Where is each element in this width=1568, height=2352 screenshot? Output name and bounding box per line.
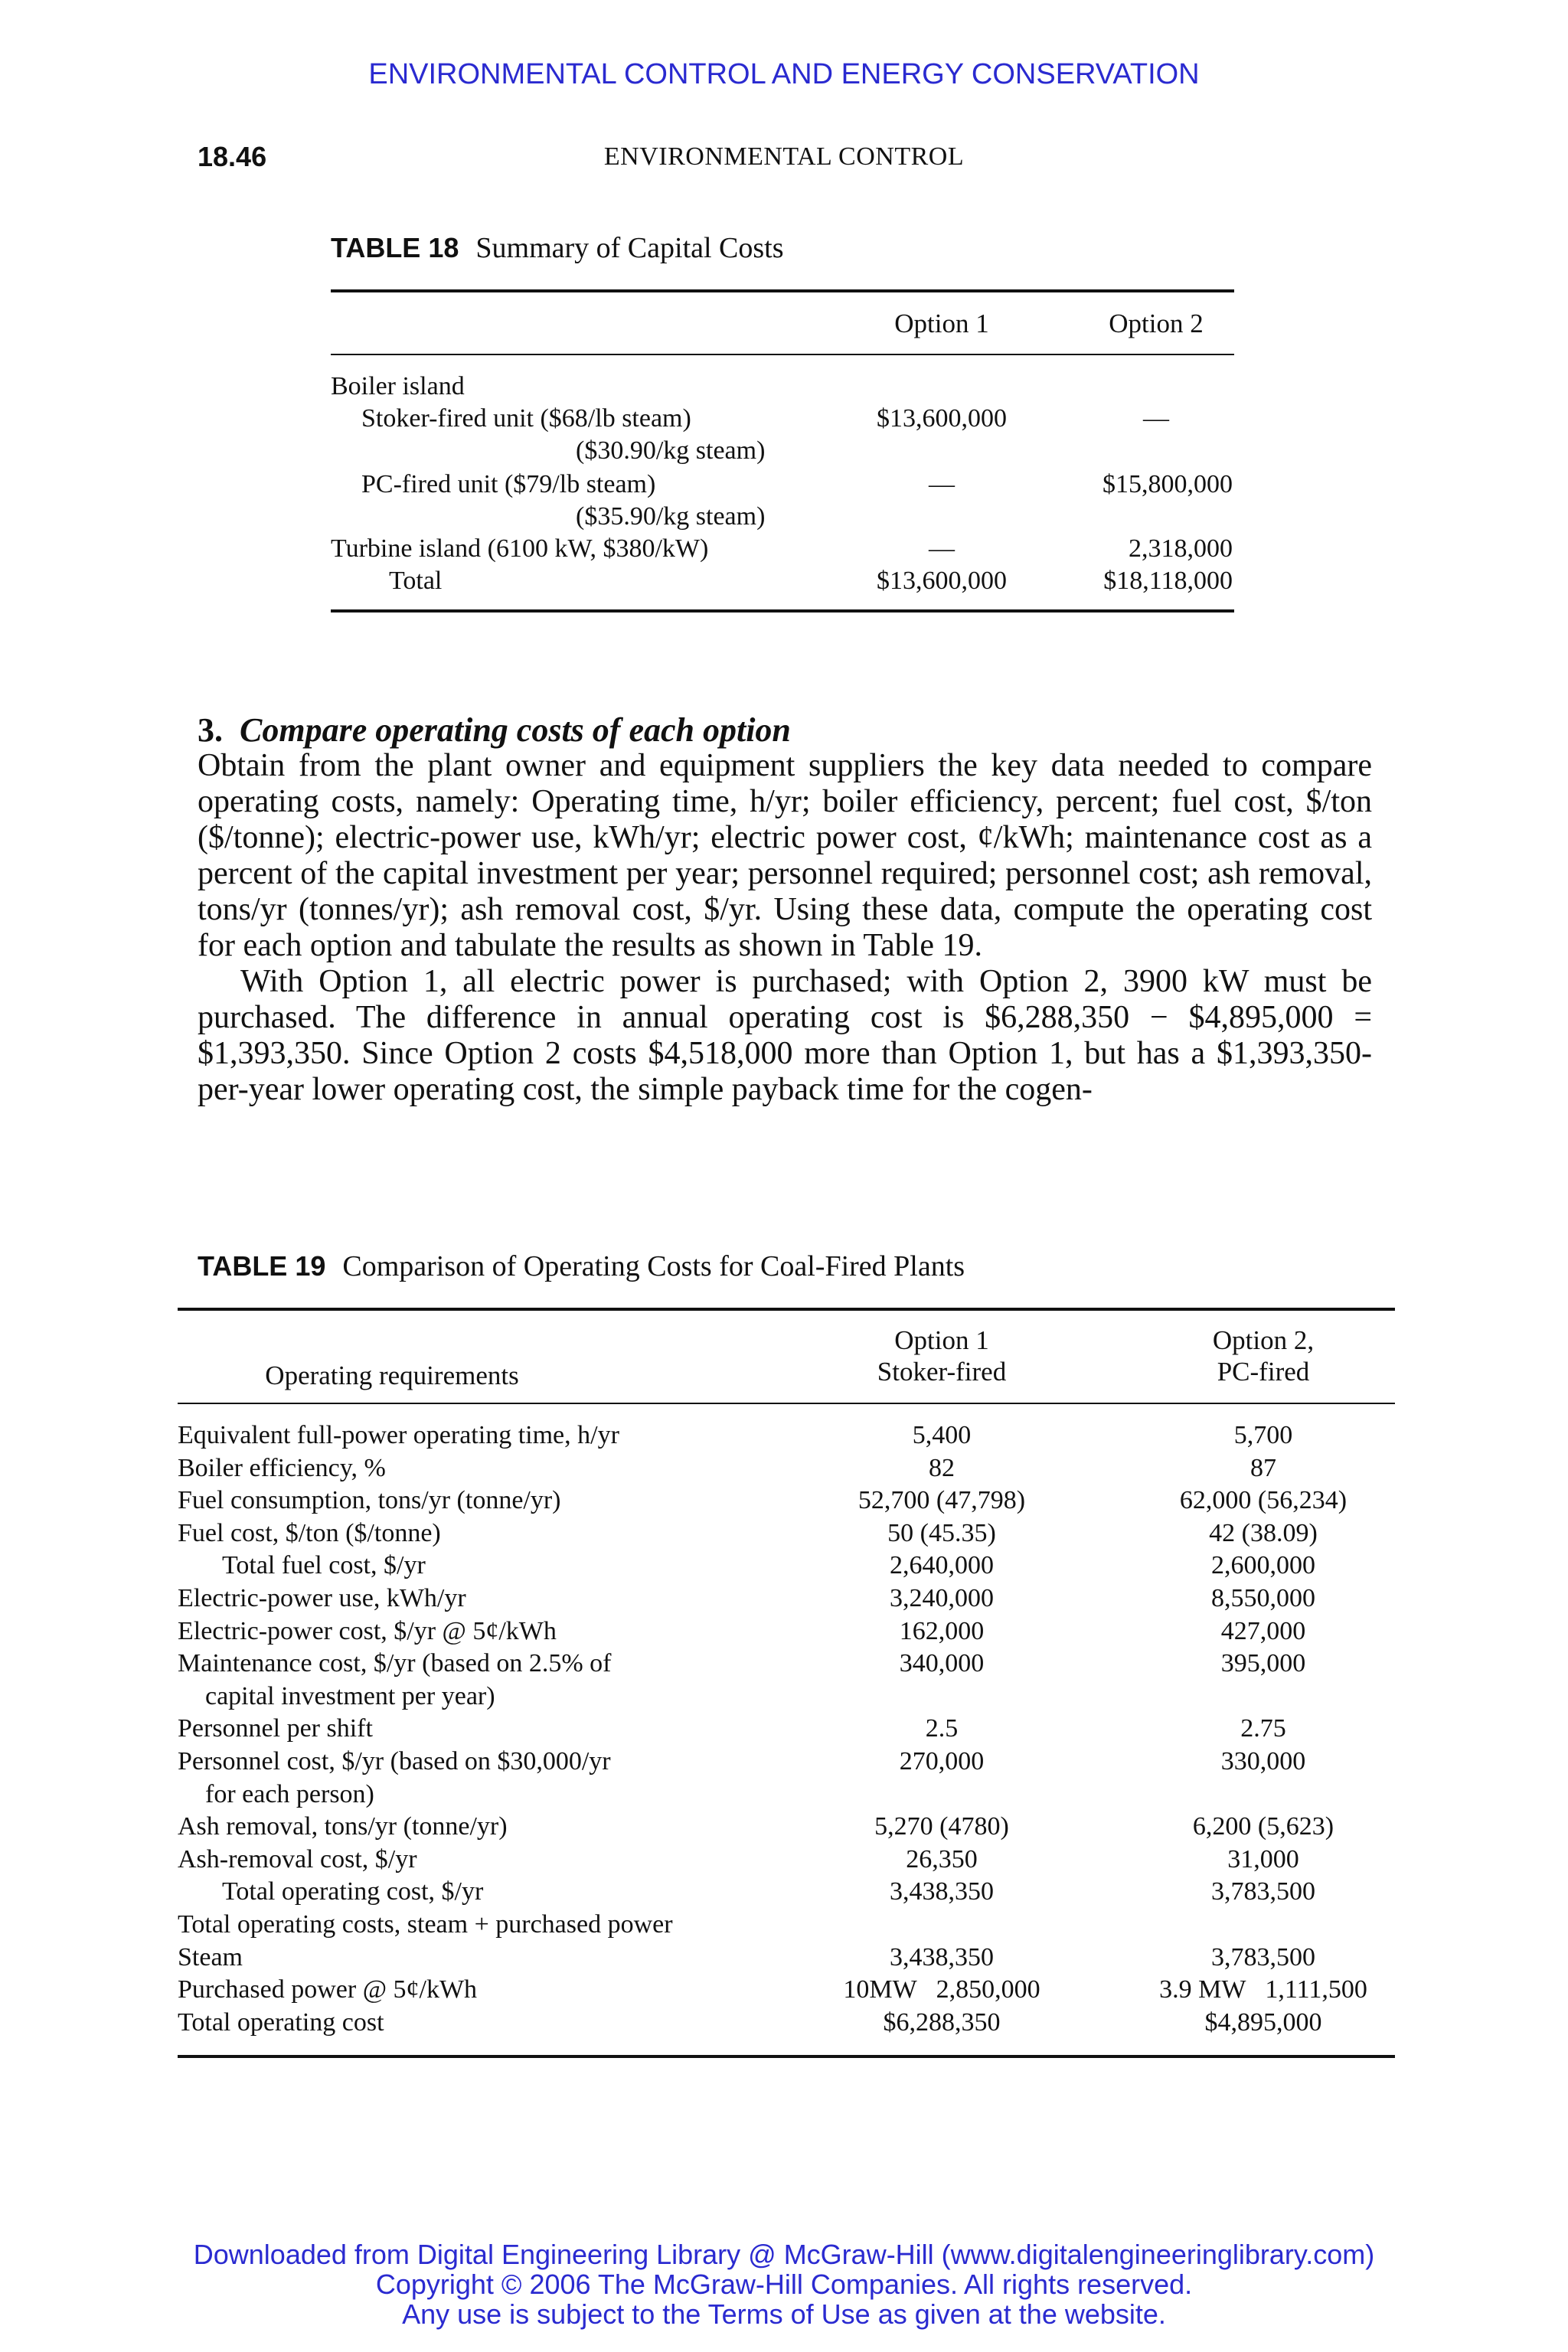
table19-row-label: Electric-power use, kWh/yr: [178, 1584, 466, 1612]
paragraph-2: With Option 1, all electric power is purchased; with Option 2, 3900 kW must be purchased. The difference in annual operating cost is $6,288,350 − $4,895,000 = $1,393,350. Since Option 2 costs $4,518,000 more than Option 1, but has a $1,393,350-per-year lower operating cost, the simple payback time for the cogen-: [198, 964, 1372, 1107]
table19-cell-option1: 340,000: [899, 1649, 985, 1677]
table19-cell-option2: 6,200 (5,623): [1192, 1812, 1334, 1841]
table19-row-label: Personnel per shift: [178, 1714, 373, 1743]
table18-cell-option2: —: [1143, 404, 1169, 433]
running-head: ENVIRONMENTAL CONTROL: [603, 142, 965, 171]
table18-row-label: Turbine island (6100 kW, $380/kW): [331, 534, 709, 563]
table19-cell-option1: 270,000: [899, 1747, 985, 1775]
table19-cell-option1: 5,270 (4780): [874, 1812, 1009, 1841]
table19-cell-option2: 3.9 MW 1,111,500: [1159, 1975, 1367, 2004]
table19-cell-option2: 8,550,000: [1211, 1584, 1315, 1612]
table19-header-option1-line1: Option 1: [894, 1325, 989, 1355]
table18-row-label: Stoker-fired unit ($68/lb steam): [361, 404, 691, 433]
table19-cell-option2: $4,895,000: [1204, 2008, 1322, 2037]
footer-copyright-line: Copyright © 2006 The McGraw-Hill Companies. All rights reserved.: [375, 2269, 1193, 2300]
table19-row-label: for each person): [205, 1780, 374, 1808]
table19-row-label: Fuel cost, $/ton ($/tonne): [178, 1519, 441, 1547]
table19-cell-option1: 10MW 2,850,000: [843, 1975, 1040, 2004]
table18-cell-option1: $13,600,000: [877, 404, 1007, 433]
table19-bottom-rule: [178, 2055, 1395, 2058]
table19-row-label: Total operating costs, steam + purchased power: [178, 1910, 673, 1939]
table18-cell-option1: —: [929, 470, 955, 498]
table18-header-rule: [331, 354, 1234, 355]
section-title: Compare operating costs of each option: [240, 711, 791, 749]
footer-download-line[interactable]: Downloaded from Digital Engineering Library @ McGraw-Hill (www.digitalengineeringlibrary.com): [193, 2239, 1375, 2270]
table19-cell-option2: 5,700: [1233, 1421, 1293, 1449]
table19-caption: [198, 1250, 965, 1283]
table19-cell-option2: 395,000: [1220, 1649, 1306, 1677]
table18-caption: [331, 231, 784, 265]
table18-header-option1: Option 1: [894, 309, 989, 338]
paragraph-1: Obtain from the plant owner and equipment suppliers the key data needed to compare operating costs, namely: Operating time, h/yr; boiler efficiency, percent; fuel cost, $/ton ($/tonne); electric-power use, kWh/yr; electric power cost, ¢/kWh; maintenance cost as a percent of the capital investment per year; personnel required; personnel cost; ash removal, tons/yr (tonnes/yr); ash removal cost, $/yr. Using these data, compute the operating cost for each option and tabulate the results as shown in Table 19.: [198, 748, 1372, 963]
table18-row-label: ($30.90/kg steam): [576, 436, 766, 465]
table18-row-label: ($35.90/kg steam): [576, 502, 766, 531]
table18-cell-option1: —: [929, 534, 955, 563]
top-banner: ENVIRONMENTAL CONTROL AND ENERGY CONSERVATION: [368, 58, 1200, 90]
table18-cell-option2: $18,118,000: [1103, 567, 1233, 595]
table19-row-label: capital investment per year): [205, 1682, 495, 1710]
table19-cell-option2: 427,000: [1220, 1617, 1306, 1645]
table19-cell-option1: 52,700 (47,798): [858, 1486, 1026, 1514]
table19-cell-option1: 162,000: [899, 1617, 985, 1645]
footer: [0, 2239, 1568, 2329]
table19-label: TABLE 19: [198, 1250, 326, 1282]
table18-row-label: PC-fired unit ($79/lb steam): [361, 470, 656, 498]
table19-cell-option2: 87: [1250, 1454, 1276, 1482]
table18-label: TABLE 18: [331, 232, 459, 263]
table19-row-label: Ash removal, tons/yr (tonne/yr): [178, 1812, 508, 1841]
table19-cell-option1: 3,240,000: [890, 1584, 994, 1612]
table19-row-label: Personnel cost, $/yr (based on $30,000/yr: [178, 1747, 611, 1775]
table18-bottom-rule: [331, 609, 1234, 612]
table19-row-label: Steam: [178, 1943, 243, 1971]
table19-row-label: Boiler efficiency, %: [178, 1454, 386, 1482]
table19-cell-option1: $6,288,350: [883, 2008, 1001, 2037]
table19-row-label: Total operating cost, $/yr: [222, 1877, 484, 1906]
table18-cell-option2: $15,800,000: [1102, 470, 1233, 498]
table19-cell-option1: 2.5: [925, 1714, 959, 1743]
table18-row-label: Boiler island: [331, 372, 465, 400]
table19-cell-option2: 62,000 (56,234): [1179, 1486, 1348, 1514]
table19-cell-option1: 3,438,350: [890, 1877, 994, 1906]
table19-title: Comparison of Operating Costs for Coal-Fired Plants: [342, 1250, 965, 1282]
table18-title: Summary of Capital Costs: [475, 232, 784, 264]
footer-terms-line[interactable]: Any use is subject to the Terms of Use as given at the website.: [402, 2298, 1166, 2330]
table19-header-option1-line2: Stoker-fired: [877, 1357, 1007, 1387]
section-number: 3.: [198, 711, 223, 749]
table19-header-option2-line1: Option 2,: [1212, 1325, 1315, 1355]
page-number: 18.46: [198, 141, 267, 172]
table18-row-label: Total: [389, 567, 443, 595]
table18-cell-option1: $13,600,000: [877, 567, 1007, 595]
table19-header-requirements: Operating requirements: [265, 1361, 519, 1390]
table19-row-label: Purchased power @ 5¢/kWh: [178, 1975, 478, 2004]
table19-row-label: Equivalent full-power operating time, h/yr: [178, 1421, 619, 1449]
table18-header-option2: Option 2: [1109, 309, 1204, 338]
table19-cell-option2: 2,600,000: [1211, 1551, 1315, 1579]
table19-row-label: Total operating cost: [178, 2008, 384, 2037]
table19-cell-option1: 3,438,350: [890, 1943, 994, 1971]
table19-cell-option1: 5,400: [912, 1421, 972, 1449]
table19-header-option2-line2: PC-fired: [1217, 1357, 1310, 1387]
table19-cell-option2: 2.75: [1240, 1714, 1286, 1743]
table19-row-label: Ash-removal cost, $/yr: [178, 1845, 417, 1873]
table19-row-label: Electric-power cost, $/yr @ 5¢/kWh: [178, 1617, 557, 1645]
table19-cell-option1: 2,640,000: [890, 1551, 994, 1579]
table19-top-rule: [178, 1308, 1395, 1311]
section-heading: [198, 712, 1372, 748]
body-text: [198, 712, 1372, 1108]
table19-cell-option1: 50 (45.35): [887, 1519, 996, 1547]
table19-row-label: Fuel consumption, tons/yr (tonne/yr): [178, 1486, 561, 1514]
table19-cell-option2: 3,783,500: [1211, 1877, 1315, 1906]
table18-cell-option2: 2,318,000: [1129, 534, 1233, 563]
table19-cell-option1: 26,350: [906, 1845, 978, 1873]
table19-cell-option2: 42 (38.09): [1209, 1519, 1318, 1547]
table19-row-label: Maintenance cost, $/yr (based on 2.5% of: [178, 1649, 612, 1677]
table19-header-rule: [178, 1403, 1395, 1404]
table19-cell-option1: 82: [929, 1454, 955, 1482]
table19-row-label: Total fuel cost, $/yr: [222, 1551, 426, 1579]
table19-cell-option2: 31,000: [1227, 1845, 1299, 1873]
table19-cell-option2: 3,783,500: [1211, 1943, 1315, 1971]
table18-top-rule: [331, 289, 1234, 292]
table19-cell-option2: 330,000: [1220, 1747, 1306, 1775]
